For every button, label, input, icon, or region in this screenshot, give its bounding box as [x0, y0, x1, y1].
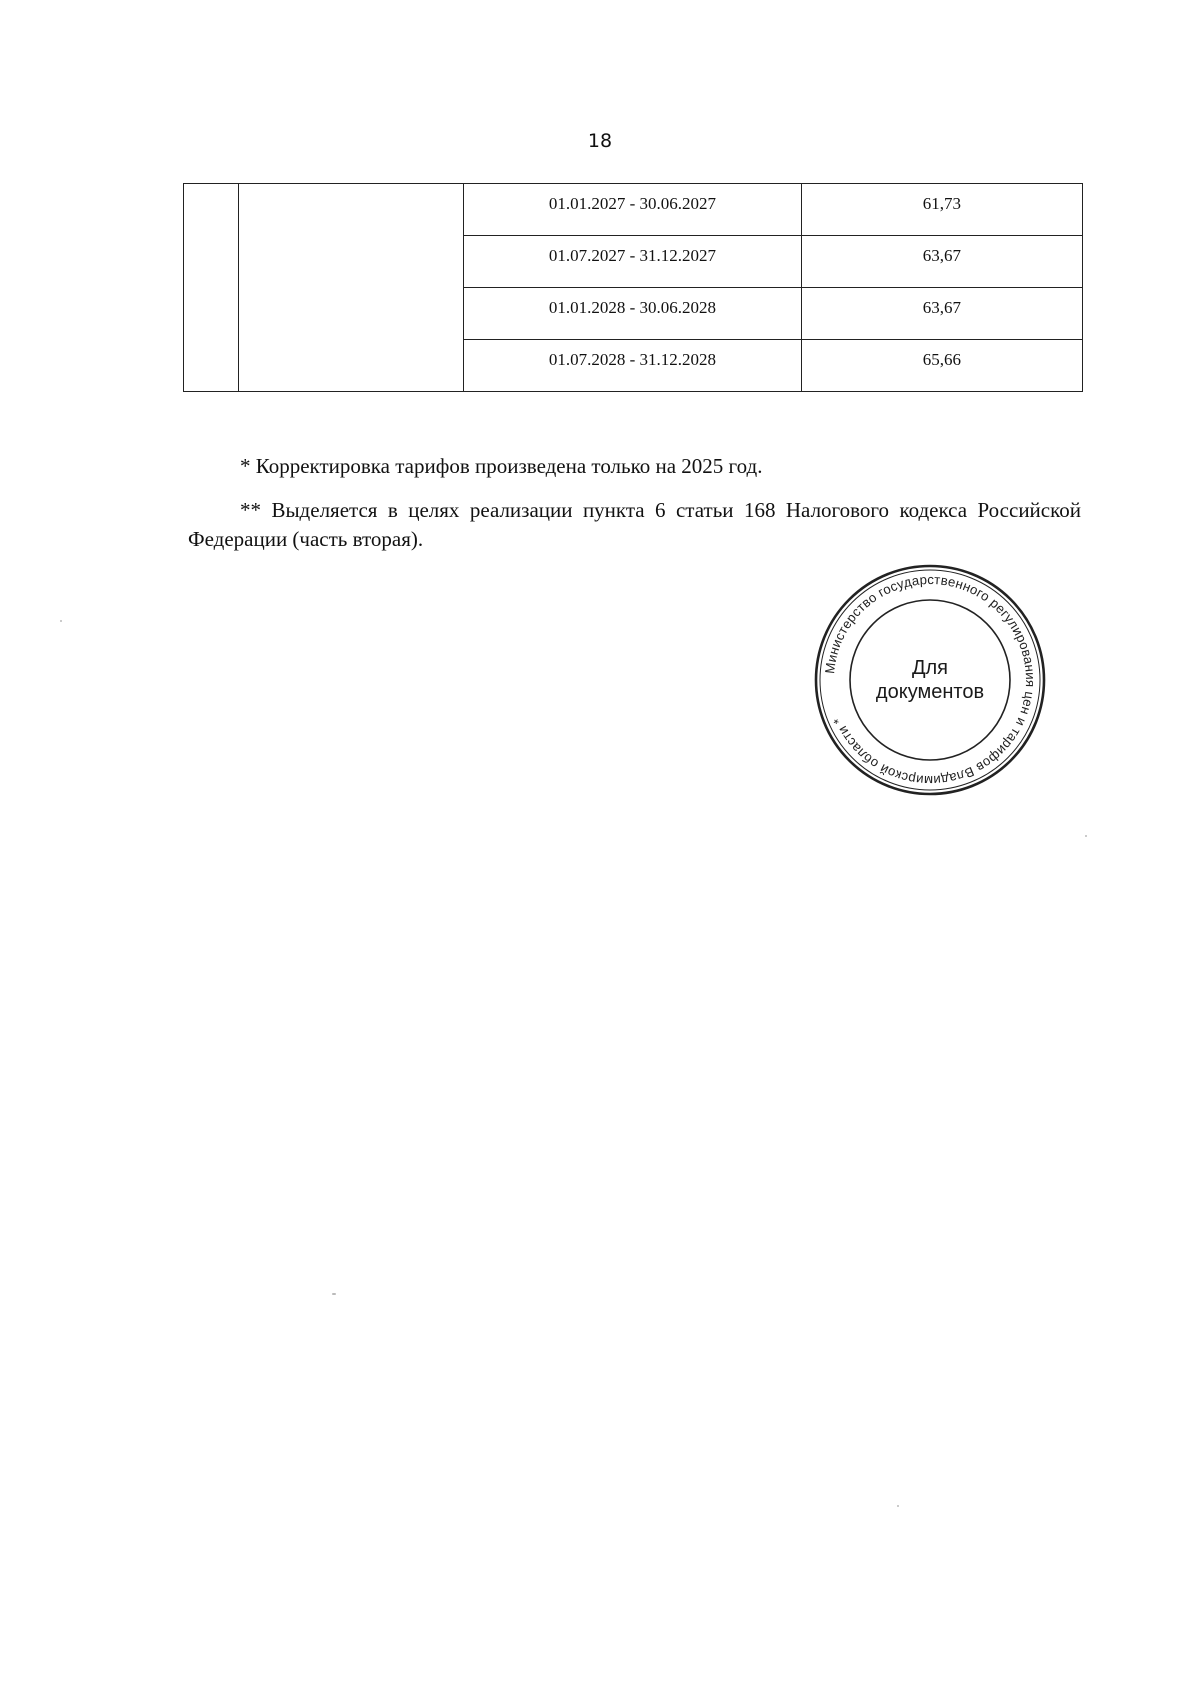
table-cell-period: 01.01.2028 - 30.06.2028: [464, 288, 801, 340]
scan-speck: [1085, 835, 1087, 837]
table-cell-value: 63,67: [801, 288, 1082, 340]
table-cell-empty-name: [239, 184, 464, 392]
footnote-tariff-correction: * Корректировка тарифов произведена только на 2025 год.: [240, 454, 763, 478]
official-stamp: [812, 562, 1048, 798]
table-cell-value: 61,73: [801, 184, 1082, 236]
stamp-center-text: [812, 562, 1048, 798]
table-row: [184, 184, 1083, 236]
table-cell-value: 63,67: [801, 236, 1082, 288]
tariff-table: [183, 183, 1083, 392]
table-cell-period: 01.01.2027 - 30.06.2027: [464, 184, 801, 236]
footnote-tax-code: ** Выделяется в целях реализации пункта 6 статьи 168 Налогового кодекса Российской Федерации (часть вторая).: [188, 498, 1081, 551]
stamp-ring-text: Министерство государственного регулирования цен и тарифов Владимирской области *: [822, 571, 1039, 789]
page-number: 18: [587, 130, 613, 152]
table-cell-value: 65,66: [801, 340, 1082, 392]
table-cell-period: 01.07.2027 - 31.12.2027: [464, 236, 801, 288]
stamp-center-line-2: документов: [875, 681, 985, 703]
scan-speck: [60, 620, 62, 622]
scan-speck: [897, 1505, 899, 1507]
table-cell-empty-number: [184, 184, 239, 392]
stamp-center-line-1: Для: [911, 657, 949, 679]
table-cell-period: 01.07.2028 - 31.12.2028: [464, 340, 801, 392]
footnotes: [188, 452, 1081, 554]
scan-speck: [332, 1293, 336, 1295]
